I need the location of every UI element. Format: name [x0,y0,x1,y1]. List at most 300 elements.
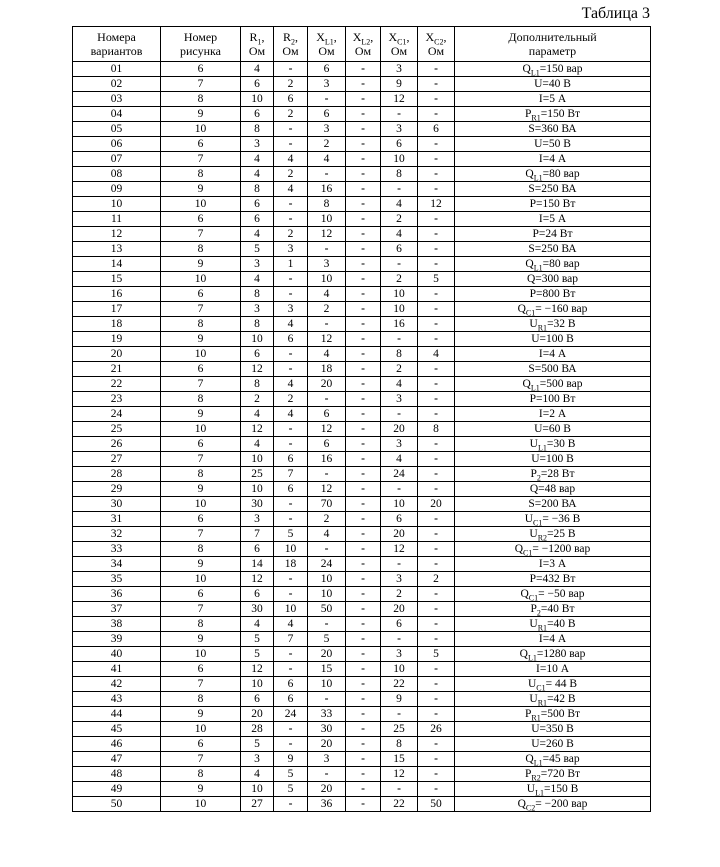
cell-additional-parameter: $P_2=28$ Вт [455,467,651,482]
cell-r1-ohm: 2 [241,392,274,407]
cell-xl1-ohm: - [308,92,346,107]
cell-xl1-ohm: 10 [308,587,346,602]
cell-xc1-ohm: 6 [381,242,418,257]
cell-xc2-ohm: - [418,452,455,467]
cell-xc2-ohm: - [418,737,455,752]
cell-xl1-ohm: 12 [308,227,346,242]
cell-r1-ohm: 3 [241,752,274,767]
cell-figure-number: 8 [161,692,241,707]
cell-r1-ohm: 4 [241,767,274,782]
cell-additional-parameter: $U_{R1}=42$ В [455,692,651,707]
cell-figure-number: 7 [161,527,241,542]
cell-r1-ohm: 10 [241,677,274,692]
cell-xc2-ohm: - [418,362,455,377]
cell-additional-parameter: U=260 В [455,737,651,752]
cell-r2-ohm: - [274,497,308,512]
cell-figure-number: 10 [161,647,241,662]
cell-xc1-ohm: - [381,182,418,197]
cell-xc1-ohm: 10 [381,152,418,167]
cell-additional-parameter: $P_{R2}=720$ Вт [455,767,651,782]
cell-variant-number: 48 [73,767,161,782]
cell-xl1-ohm: 3 [308,122,346,137]
cell-xc1-ohm: 10 [381,287,418,302]
cell-figure-number: 10 [161,422,241,437]
cell-variant-number: 18 [73,317,161,332]
cell-additional-parameter: $Q_{L1}=1280$ вар [455,647,651,662]
cell-xl2-ohm: - [346,272,381,287]
cell-xl1-ohm: 12 [308,482,346,497]
cell-xl2-ohm: - [346,107,381,122]
cell-xc1-ohm: - [381,482,418,497]
cell-r2-ohm: 6 [274,692,308,707]
cell-xl2-ohm: - [346,347,381,362]
cell-xc2-ohm: - [418,77,455,92]
cell-variant-number: 41 [73,662,161,677]
cell-xl2-ohm: - [346,722,381,737]
cell-xl2-ohm: - [346,737,381,752]
cell-additional-parameter: $U_{R2}=25$ В [455,527,651,542]
cell-r2-ohm: 2 [274,227,308,242]
cell-r1-ohm: 5 [241,737,274,752]
cell-variant-number: 13 [73,242,161,257]
cell-xl1-ohm: 24 [308,557,346,572]
cell-figure-number: 6 [161,287,241,302]
cell-xc1-ohm: 3 [381,62,418,77]
cell-figure-number: 7 [161,77,241,92]
cell-xc1-ohm: 2 [381,362,418,377]
cell-r2-ohm: - [274,572,308,587]
cell-xc1-ohm: - [381,107,418,122]
cell-additional-parameter: P=100 Вт [455,392,651,407]
cell-figure-number: 9 [161,632,241,647]
cell-variant-number: 32 [73,527,161,542]
cell-r2-ohm: 4 [274,317,308,332]
cell-xc1-ohm: 25 [381,722,418,737]
cell-xc2-ohm: - [418,392,455,407]
table-row [73,617,651,632]
cell-r2-ohm: - [274,722,308,737]
cell-xc2-ohm: - [418,302,455,317]
cell-variant-number: 46 [73,737,161,752]
cell-figure-number: 8 [161,92,241,107]
cell-r2-ohm: 6 [274,452,308,467]
cell-xl1-ohm: - [308,167,346,182]
cell-xc1-ohm: 24 [381,467,418,482]
cell-xl2-ohm: - [346,467,381,482]
cell-xc1-ohm: 22 [381,677,418,692]
table-row [73,527,651,542]
table-row [73,557,651,572]
cell-xl2-ohm: - [346,707,381,722]
cell-r2-ohm: - [274,422,308,437]
cell-xc2-ohm: - [418,527,455,542]
cell-xc1-ohm: - [381,707,418,722]
table-row [73,677,651,692]
cell-r2-ohm: 2 [274,392,308,407]
table-row [73,302,651,317]
cell-xl2-ohm: - [346,557,381,572]
cell-xc1-ohm: 3 [381,572,418,587]
cell-variant-number: 07 [73,152,161,167]
cell-r1-ohm: 5 [241,632,274,647]
cell-variant-number: 10 [73,197,161,212]
table-row [73,152,651,167]
cell-r2-ohm: 5 [274,767,308,782]
cell-additional-parameter: $P_{R1}=150$ Вт [455,107,651,122]
table-row [73,227,651,242]
cell-r1-ohm: 30 [241,497,274,512]
cell-figure-number: 10 [161,797,241,812]
cell-xc2-ohm: - [418,692,455,707]
cell-xl2-ohm: - [346,62,381,77]
cell-r1-ohm: 8 [241,182,274,197]
cell-r2-ohm: 7 [274,467,308,482]
cell-xl2-ohm: - [346,647,381,662]
cell-xc2-ohm: - [418,227,455,242]
table-row [73,77,651,92]
cell-variant-number: 15 [73,272,161,287]
cell-xc1-ohm: 15 [381,752,418,767]
cell-xl1-ohm: 8 [308,197,346,212]
cell-r1-ohm: 10 [241,452,274,467]
cell-figure-number: 7 [161,677,241,692]
cell-xl2-ohm: - [346,182,381,197]
cell-xl1-ohm: 20 [308,647,346,662]
cell-xl2-ohm: - [346,257,381,272]
cell-xl2-ohm: - [346,677,381,692]
cell-xc1-ohm: - [381,782,418,797]
cell-xc2-ohm: 5 [418,647,455,662]
table-row [73,512,651,527]
cell-figure-number: 7 [161,752,241,767]
cell-xl1-ohm: - [308,767,346,782]
cell-xc2-ohm: - [418,182,455,197]
cell-xl2-ohm: - [346,317,381,332]
cell-additional-parameter: S=360 ВА [455,122,651,137]
cell-additional-parameter: P=24 Вт [455,227,651,242]
cell-figure-number: 6 [161,437,241,452]
cell-xl1-ohm: 4 [308,287,346,302]
cell-xc2-ohm: 26 [418,722,455,737]
cell-additional-parameter: U=60 В [455,422,651,437]
cell-xc1-ohm: 8 [381,167,418,182]
cell-xl2-ohm: - [346,137,381,152]
cell-r1-ohm: 25 [241,467,274,482]
table-row [73,332,651,347]
cell-xc2-ohm: - [418,92,455,107]
cell-r1-ohm: 10 [241,332,274,347]
cell-xc1-ohm: 22 [381,797,418,812]
cell-xl2-ohm: - [346,392,381,407]
cell-r1-ohm: 28 [241,722,274,737]
cell-variant-number: 02 [73,77,161,92]
cell-additional-parameter: U=100 В [455,452,651,467]
cell-additional-parameter: I=4 А [455,152,651,167]
table-row [73,797,651,812]
cell-additional-parameter: $U_{C1}= -36$ В [455,512,651,527]
cell-variant-number: 33 [73,542,161,557]
cell-additional-parameter: $U_{L1}=30$ В [455,437,651,452]
cell-xl2-ohm: - [346,602,381,617]
cell-xl2-ohm: - [346,287,381,302]
table-row [73,602,651,617]
cell-xc2-ohm: - [418,767,455,782]
table-row [73,782,651,797]
cell-variant-number: 26 [73,437,161,452]
cell-xc1-ohm: 20 [381,602,418,617]
cell-xl2-ohm: - [346,482,381,497]
cell-xc2-ohm: 8 [418,422,455,437]
cell-variant-number: 27 [73,452,161,467]
cell-r1-ohm: 3 [241,257,274,272]
cell-xc1-ohm: 2 [381,212,418,227]
cell-r1-ohm: 4 [241,617,274,632]
cell-r2-ohm: 4 [274,377,308,392]
table-row [73,212,651,227]
cell-variant-number: 28 [73,467,161,482]
cell-r2-ohm: - [274,737,308,752]
cell-xl1-ohm: 33 [308,707,346,722]
cell-xl2-ohm: - [346,197,381,212]
cell-variant-number: 21 [73,362,161,377]
cell-xl1-ohm: 4 [308,527,346,542]
cell-xl2-ohm: - [346,227,381,242]
cell-xl1-ohm: 10 [308,212,346,227]
cell-xl2-ohm: - [346,572,381,587]
table-row [73,272,651,287]
cell-xl2-ohm: - [346,212,381,227]
column-header-r2-ohm: $R_2$, Ом [274,27,308,62]
cell-xc2-ohm: - [418,167,455,182]
table-row [73,122,651,137]
cell-r2-ohm: - [274,62,308,77]
cell-additional-parameter: $Q_{L1}=150$ вар [455,62,651,77]
cell-xc1-ohm: 6 [381,617,418,632]
cell-figure-number: 9 [161,707,241,722]
cell-additional-parameter: I=4 А [455,347,651,362]
cell-r1-ohm: 8 [241,122,274,137]
cell-xl2-ohm: - [346,497,381,512]
cell-figure-number: 9 [161,482,241,497]
table-row [73,707,651,722]
cell-variant-number: 14 [73,257,161,272]
cell-figure-number: 10 [161,347,241,362]
table-row [73,242,651,257]
cell-xl2-ohm: - [346,302,381,317]
cell-r1-ohm: 30 [241,602,274,617]
cell-variant-number: 25 [73,422,161,437]
cell-xc1-ohm: 2 [381,272,418,287]
variants-table [72,26,651,812]
cell-figure-number: 8 [161,167,241,182]
cell-figure-number: 8 [161,617,241,632]
cell-additional-parameter: U=100 В [455,332,651,347]
cell-xl1-ohm: 2 [308,137,346,152]
cell-xc2-ohm: - [418,587,455,602]
cell-xl2-ohm: - [346,152,381,167]
cell-xc2-ohm: - [418,632,455,647]
table-caption: Таблица 3 [581,5,650,22]
table-row [73,722,651,737]
cell-xl1-ohm: 2 [308,302,346,317]
cell-xc1-ohm: 4 [381,197,418,212]
cell-figure-number: 6 [161,512,241,527]
table-row [73,107,651,122]
cell-figure-number: 9 [161,557,241,572]
cell-additional-parameter: $U_{C1}= 44$ В [455,677,651,692]
table-row [73,587,651,602]
cell-additional-parameter: $Q_{L1}=80$ вар [455,167,651,182]
table-row [73,407,651,422]
cell-r1-ohm: 6 [241,212,274,227]
cell-xl1-ohm: 10 [308,272,346,287]
cell-variant-number: 45 [73,722,161,737]
cell-additional-parameter: I=5 А [455,92,651,107]
cell-r1-ohm: 27 [241,797,274,812]
cell-xl2-ohm: - [346,422,381,437]
cell-variant-number: 30 [73,497,161,512]
cell-r2-ohm: - [274,647,308,662]
cell-xc1-ohm: 9 [381,77,418,92]
cell-r1-ohm: 5 [241,242,274,257]
cell-figure-number: 9 [161,782,241,797]
cell-xc1-ohm: 4 [381,452,418,467]
table-row [73,662,651,677]
cell-xl1-ohm: 70 [308,497,346,512]
cell-xl1-ohm: - [308,467,346,482]
cell-additional-parameter: $Q_{C1}= -1200$ вар [455,542,651,557]
cell-r2-ohm: 6 [274,92,308,107]
cell-xl2-ohm: - [346,752,381,767]
cell-variant-number: 50 [73,797,161,812]
cell-xc1-ohm: 20 [381,527,418,542]
cell-variant-number: 19 [73,332,161,347]
cell-xc2-ohm: - [418,512,455,527]
cell-xc1-ohm: - [381,557,418,572]
cell-xl2-ohm: - [346,767,381,782]
cell-r2-ohm: 5 [274,527,308,542]
cell-r1-ohm: 10 [241,92,274,107]
cell-additional-parameter: U=40 В [455,77,651,92]
cell-xl1-ohm: 4 [308,347,346,362]
cell-r2-ohm: - [274,197,308,212]
cell-additional-parameter: U=50 В [455,137,651,152]
table-row [73,572,651,587]
cell-r1-ohm: 10 [241,482,274,497]
cell-xl1-ohm: 20 [308,782,346,797]
cell-r1-ohm: 14 [241,557,274,572]
table-row [73,182,651,197]
cell-xc2-ohm: - [418,602,455,617]
cell-additional-parameter: I=3 А [455,557,651,572]
cell-r2-ohm: - [274,437,308,452]
cell-xl1-ohm: 3 [308,752,346,767]
cell-figure-number: 10 [161,497,241,512]
cell-xc1-ohm: 10 [381,497,418,512]
cell-variant-number: 17 [73,302,161,317]
cell-xc2-ohm: - [418,677,455,692]
cell-xl1-ohm: 3 [308,77,346,92]
cell-xc2-ohm: 12 [418,197,455,212]
cell-xc2-ohm: - [418,377,455,392]
cell-variant-number: 49 [73,782,161,797]
cell-r1-ohm: 3 [241,137,274,152]
column-header-xc2-ohm: $X_{C2}$, Ом [418,27,455,62]
cell-figure-number: 10 [161,122,241,137]
cell-r1-ohm: 6 [241,347,274,362]
cell-r1-ohm: 12 [241,572,274,587]
cell-xc1-ohm: 6 [381,512,418,527]
cell-xc2-ohm: - [418,437,455,452]
cell-xl2-ohm: - [346,797,381,812]
table-row [73,92,651,107]
cell-additional-parameter: $U_{L1}=150$ В [455,782,651,797]
cell-xc1-ohm: 12 [381,767,418,782]
cell-xl1-ohm: - [308,692,346,707]
cell-r1-ohm: 12 [241,662,274,677]
cell-figure-number: 7 [161,452,241,467]
cell-variant-number: 22 [73,377,161,392]
cell-xc1-ohm: 8 [381,737,418,752]
cell-variant-number: 35 [73,572,161,587]
cell-additional-parameter: $U_{R1}=40$ В [455,617,651,632]
table-row [73,137,651,152]
cell-xl2-ohm: - [346,662,381,677]
table-row [73,692,651,707]
cell-variant-number: 06 [73,137,161,152]
cell-figure-number: 8 [161,467,241,482]
cell-additional-parameter: S=250 ВА [455,182,651,197]
cell-xl1-ohm: 6 [308,437,346,452]
cell-xc1-ohm: 3 [381,122,418,137]
cell-figure-number: 6 [161,587,241,602]
cell-xc1-ohm: 10 [381,302,418,317]
cell-figure-number: 6 [161,62,241,77]
cell-xc2-ohm: 20 [418,497,455,512]
cell-figure-number: 8 [161,317,241,332]
cell-variant-number: 42 [73,677,161,692]
cell-r2-ohm: - [274,122,308,137]
column-header-r1-ohm: $R_1$, Ом [241,27,274,62]
cell-r2-ohm: 2 [274,77,308,92]
cell-figure-number: 6 [161,662,241,677]
cell-r1-ohm: 6 [241,197,274,212]
cell-variant-number: 31 [73,512,161,527]
cell-r1-ohm: 4 [241,437,274,452]
cell-r2-ohm: - [274,137,308,152]
cell-figure-number: 8 [161,392,241,407]
cell-xl2-ohm: - [346,167,381,182]
cell-xc1-ohm: 3 [381,647,418,662]
cell-xc2-ohm: - [418,407,455,422]
table-row [73,452,651,467]
table-row [73,542,651,557]
cell-additional-parameter: P=432 Вт [455,572,651,587]
cell-xc1-ohm: 4 [381,377,418,392]
cell-figure-number: 8 [161,542,241,557]
cell-r1-ohm: 4 [241,227,274,242]
cell-r2-ohm: - [274,212,308,227]
cell-xl1-ohm: 12 [308,332,346,347]
cell-xc1-ohm: - [381,257,418,272]
cell-xl2-ohm: - [346,692,381,707]
table-row [73,167,651,182]
cell-r2-ohm: 3 [274,242,308,257]
cell-r2-ohm: 2 [274,167,308,182]
cell-xc2-ohm: - [418,212,455,227]
cell-xc1-ohm: 9 [381,692,418,707]
cell-figure-number: 7 [161,377,241,392]
